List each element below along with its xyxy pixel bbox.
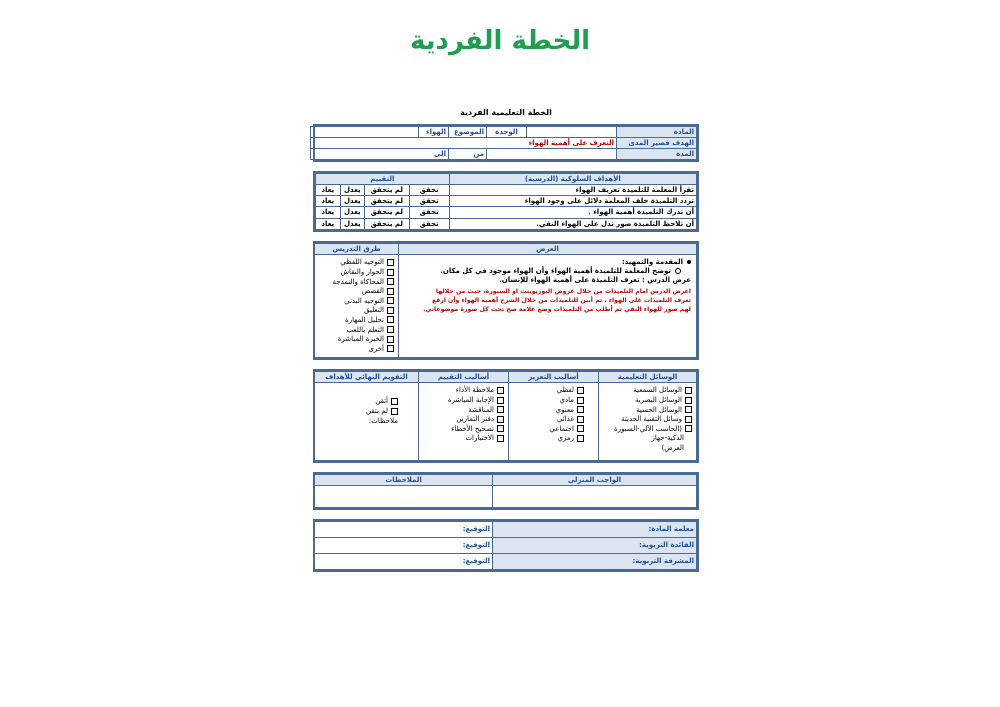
aids-header: الوسائل التعليمية	[599, 371, 697, 382]
method-item[interactable]: التوجيه البدني	[319, 296, 394, 306]
reinforcement-item[interactable]: لفظي	[513, 386, 584, 396]
checkbox-icon[interactable]	[497, 406, 504, 413]
checkbox-icon[interactable]	[685, 406, 692, 413]
checkbox-icon[interactable]	[387, 326, 394, 333]
evaluation-item[interactable]: الاختبارات	[423, 434, 504, 444]
repeat-cell[interactable]: يعاد	[316, 196, 341, 207]
duration-field[interactable]	[487, 149, 617, 160]
method-item[interactable]: أخرى	[319, 344, 394, 354]
checkbox-icon[interactable]	[685, 425, 692, 432]
teacher-label: معلمة المادة:	[493, 521, 697, 537]
leader-signature[interactable]: التوقيع:	[315, 537, 493, 553]
evaluation-item[interactable]: تصحيح الأخطاء	[423, 424, 504, 434]
objective-text: تقرأ المعلمة للتلميذة تعريف الهواء	[449, 185, 696, 196]
not-achieved-cell[interactable]: لم يتحقق	[365, 207, 410, 218]
checkbox-icon[interactable]	[577, 387, 584, 394]
objectives-section	[313, 171, 699, 231]
bullet-icon	[687, 260, 691, 264]
leader-label: القائدة التربوية:	[493, 537, 697, 553]
notes-header: الملاحظات	[315, 474, 493, 485]
intro-line	[404, 258, 691, 267]
goal-label: الهدف قصير المدى	[617, 138, 697, 149]
checkbox-icon[interactable]	[387, 278, 394, 285]
checkbox-icon[interactable]	[387, 269, 394, 276]
intro-label: المقدمة والتمهيد:	[621, 257, 683, 266]
reinforcement-item[interactable]: غذائي	[513, 414, 584, 424]
method-item[interactable]: الخبرة المباشرة	[319, 334, 394, 344]
not-achieved-cell[interactable]: لم يتحقق	[365, 218, 410, 229]
checkbox-icon[interactable]	[497, 416, 504, 423]
objective-row	[316, 207, 697, 218]
from-label: من	[449, 149, 487, 160]
final-item[interactable]: أتقن	[319, 397, 398, 407]
checkbox-icon[interactable]	[577, 425, 584, 432]
final-item[interactable]: لم يتقن	[319, 406, 398, 416]
evaluation-item[interactable]: ملاحظة الأداء	[423, 386, 504, 396]
checkbox-icon[interactable]	[577, 416, 584, 423]
duration-label: المدة	[617, 149, 697, 160]
achieved-cell[interactable]: تحقق	[409, 207, 449, 218]
reinforcement-list	[509, 382, 599, 460]
aids-list	[599, 382, 697, 460]
aid-item-continued: الذكية-جهاز	[651, 434, 684, 443]
presentation-content	[399, 254, 697, 357]
aid-item-continued: العرض)	[661, 443, 684, 452]
evaluation-item[interactable]: الإجابة المباشرة	[423, 395, 504, 405]
checkbox-icon[interactable]	[497, 387, 504, 394]
method-item[interactable]: تحليل المهارة	[319, 315, 394, 325]
plan-title: الخطة التعليمية الفردية	[460, 108, 552, 117]
presentation-section	[313, 241, 699, 360]
modify-cell[interactable]: يعدل	[340, 185, 365, 196]
info-row-goal	[311, 138, 697, 149]
aid-item[interactable]: (الحاسب الآلي-السبورة	[603, 424, 692, 434]
homework-field[interactable]	[493, 485, 697, 507]
repeat-cell[interactable]: يعاد	[316, 185, 341, 196]
evaluation-methods-list	[419, 382, 509, 460]
reinforcement-item[interactable]: معنوي	[513, 405, 584, 415]
method-item[interactable]: المحاكاة والنمذجة	[319, 277, 394, 287]
lesson-detail-3: لهم صور للهواء النقي ثم أطلب من التلميذات وضع علامة صح تحت كل صورة موضوعاتي.	[423, 305, 691, 313]
notes-label: ملاحظات:	[368, 416, 398, 425]
checkbox-icon[interactable]	[497, 435, 504, 442]
objective-text: تردد التلميذة خلف المعلمة دلائل على وجود الهواء	[449, 196, 696, 207]
supervisor-label: المشرفة التربوية:	[493, 553, 697, 569]
to-label: الى	[311, 149, 449, 160]
checkbox-icon[interactable]	[685, 397, 692, 404]
modify-cell[interactable]: يعدل	[340, 207, 365, 218]
subject-field[interactable]	[527, 127, 617, 138]
checkbox-icon[interactable]	[577, 397, 584, 404]
reinforcement-item[interactable]: اجتماعي	[513, 424, 584, 434]
supervisor-signature[interactable]: التوقيع:	[315, 553, 493, 569]
method-item[interactable]: التوجيه اللفظي	[319, 258, 394, 268]
checkbox-icon[interactable]	[387, 336, 394, 343]
homework-header: الواجب المنزلي	[493, 474, 697, 485]
topic-label: الموضوع	[449, 127, 487, 138]
lesson-plan-document	[313, 108, 699, 581]
checkbox-icon[interactable]	[387, 259, 394, 266]
final-evaluation-header: التقويم النهائي للأهداف	[315, 371, 419, 382]
evaluation-methods-header: أساليب التقييم	[419, 371, 509, 382]
checkbox-icon[interactable]	[387, 307, 394, 314]
objective-text: أن تدرك التلميذة أهمية الهواء .	[449, 207, 696, 218]
objectives-header: الأهداف السلوكية (الدرسية)	[449, 174, 696, 185]
reinforcement-item[interactable]: رمزي	[513, 434, 584, 444]
intro-point-line	[404, 267, 691, 276]
method-item[interactable]: التعلم باللعب	[319, 325, 394, 335]
not-achieved-cell[interactable]: لم يتحقق	[365, 196, 410, 207]
evaluation-item[interactable]: المناقشة	[423, 405, 504, 415]
aid-item[interactable]: الوسائل البصرية	[603, 395, 692, 405]
aid-item[interactable]: الوسائل الحسية	[603, 405, 692, 415]
topic-extra-field[interactable]	[311, 127, 419, 138]
checkbox-icon[interactable]	[391, 398, 398, 405]
modify-cell[interactable]: يعدل	[340, 196, 365, 207]
checkbox-icon[interactable]	[497, 397, 504, 404]
teaching-methods-header: طرق التدريس	[315, 243, 399, 254]
checkbox-icon[interactable]	[685, 416, 692, 423]
signatures-section	[313, 519, 699, 572]
checkbox-icon[interactable]	[387, 345, 394, 352]
evaluation-item[interactable]: دفتر التمارين	[423, 414, 504, 424]
checkbox-icon[interactable]	[497, 425, 504, 432]
final-evaluation-list	[315, 382, 419, 460]
aid-item[interactable]: الوسائل السمعية	[603, 386, 692, 396]
intro-point: توضح المعلمة للتلميذة أهمية الهواء وأن الهواء موجود في كل مكان.	[440, 266, 671, 275]
lesson-detail-2: تعرف التلميذات على الهواء ، ثم أبين للتلميذات من خلال الشرح أهمية الهواء وأن ارفع	[431, 296, 691, 304]
checkbox-icon[interactable]	[387, 297, 394, 304]
modify-cell[interactable]: يعدل	[340, 218, 365, 229]
achieved-cell[interactable]: تحقق	[409, 218, 449, 229]
checkbox-icon[interactable]	[391, 408, 398, 415]
subject-label: المادة	[617, 127, 697, 138]
evaluation-header: التقييم	[316, 174, 450, 185]
not-achieved-cell[interactable]: لم يتحقق	[365, 185, 410, 196]
presentation-header: العرض	[399, 243, 697, 254]
teacher-signature[interactable]: التوقيع:	[315, 521, 493, 537]
goal-value[interactable]: التعرف على أهمية الهواء	[311, 138, 617, 149]
objective-row	[316, 196, 697, 207]
unit-label: الوحدة	[487, 127, 527, 138]
aid-item[interactable]: وسائل التقنية الحديثة	[603, 414, 692, 424]
objective-text: أن تلاحظ التلميذة صور تدل على الهواء النقي.	[449, 218, 696, 229]
achieved-cell[interactable]: تحقق	[409, 185, 449, 196]
reinforcement-item[interactable]: مادي	[513, 395, 584, 405]
teaching-methods-list	[315, 254, 399, 357]
checkbox-icon[interactable]	[685, 387, 692, 394]
circle-bullet-icon	[675, 268, 681, 274]
checkbox-icon[interactable]	[577, 406, 584, 413]
method-item[interactable]: القصص	[319, 286, 394, 296]
checkbox-icon[interactable]	[577, 435, 584, 442]
method-item[interactable]: التعليق	[319, 306, 394, 316]
info-row-subject	[311, 127, 697, 138]
method-item[interactable]: الحوار والنقاش	[319, 267, 394, 277]
homework-section	[313, 472, 699, 510]
repeat-cell[interactable]: يعاد	[316, 207, 341, 218]
info-section	[313, 124, 699, 162]
checkbox-icon[interactable]	[387, 288, 394, 295]
page-title: الخطة الفردية	[410, 26, 590, 56]
checkbox-icon[interactable]	[387, 316, 394, 323]
repeat-cell[interactable]: يعاد	[316, 218, 341, 229]
objective-row	[316, 185, 697, 196]
lesson-detail-1: اعرض الدرس امام التلميذات من خلال عروض البوربوينت او السبورة، حيث من خلالها	[435, 287, 691, 295]
info-row-duration	[311, 149, 697, 160]
lesson-line: عرض الدرس : تعرف التلميذة على أهمية الهواء للإنسان.	[499, 275, 691, 284]
topic-value[interactable]: الهواء	[419, 127, 449, 138]
resources-section	[313, 369, 699, 463]
achieved-cell[interactable]: تحقق	[409, 196, 449, 207]
reinforcement-header: أساليب التعزيز	[509, 371, 599, 382]
objective-row	[316, 218, 697, 229]
notes-field[interactable]	[315, 485, 493, 507]
